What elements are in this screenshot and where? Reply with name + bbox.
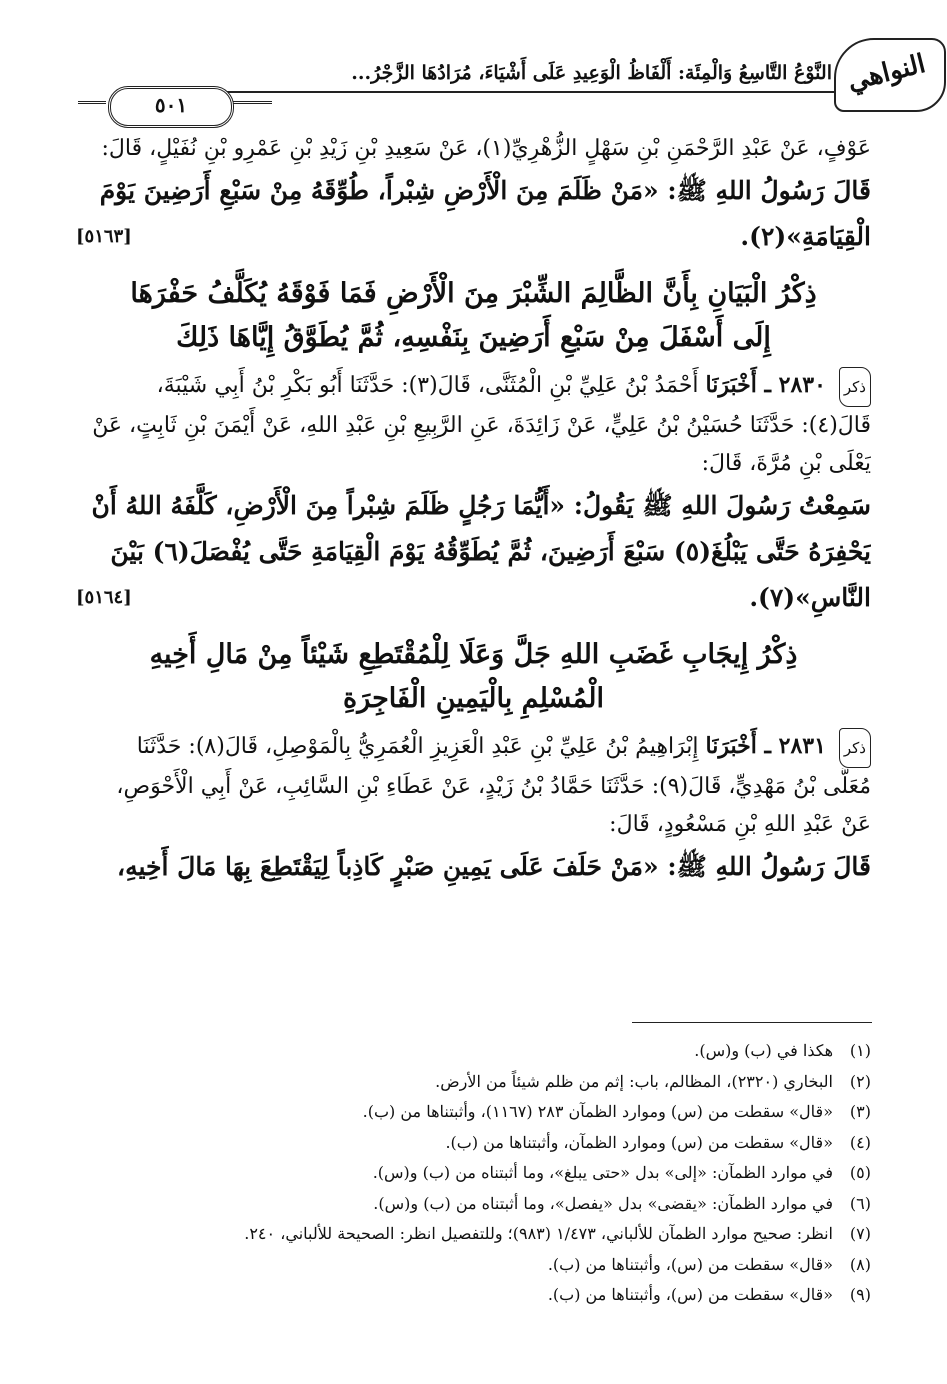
footnote-number: (٤) bbox=[849, 1132, 871, 1152]
footnote bbox=[76, 1280, 871, 1311]
footnote-number: (٩) bbox=[849, 1285, 871, 1304]
isnad-line: يَعْلَى بْنِ مُرَّةَ، قَالَ: bbox=[701, 451, 871, 476]
footnote bbox=[76, 1067, 871, 1098]
running-title: النَّوْعُ التَّاسِعُ وَالْمِئَة: أَلْفَاظُ الْوَعِيدِ عَلَى أَشْيَاءَ، مُرَادُهَا الزَّجْرُ... bbox=[351, 62, 832, 84]
hadith-reference: [٥١٦٣] bbox=[76, 226, 132, 247]
footnote-text: «قال» سقطت من (س)، وأثبتناها من (ب). bbox=[547, 1254, 833, 1274]
footnote-text: هكذا في (ب) و(س). bbox=[694, 1041, 833, 1060]
isnad-line: قَالَ(٤): حَدَّثَنَا حُسَيْنُ بْنُ عَلِيٍّ، عَنْ زَائِدَةَ، عَنِ الرَّبِيعِ بْنِ عَبْدِ اللهِ، عَنْ أَيْمَنَ بْنِ ثَابِتٍ، عَنْ bbox=[92, 413, 871, 438]
footnote-number: (٢) bbox=[849, 1071, 871, 1091]
footnote bbox=[76, 1097, 871, 1128]
text-line: عَوْفٍ، عَنْ عَبْدِ الرَّحْمَنِ بْنِ سَهْلٍ الزُّهْرِيِّ(١)، عَنْ سَعِيدِ بْنِ زَيْدِ بْنِ عَمْرِو بْنِ نُفَيْلٍ، قَالَ: bbox=[101, 136, 871, 161]
footnote bbox=[76, 1189, 871, 1220]
footnotes bbox=[76, 1036, 871, 1311]
footnote-text: في موارد الظمآن: «يقضى» بدل «يفصل»، وما أثبتناه من (ب) و(س). bbox=[373, 1193, 833, 1213]
heading-line: ذِكْرُ الْبَيَانِ بِأَنَّ الظَّالِمَ الشِّبْرَ مِنَ الْأَرْضِ فَمَا فَوْقَهُ يُكَلَّفُ حَفْرَهَا bbox=[130, 278, 817, 309]
footnote-number: (٥) bbox=[849, 1163, 871, 1182]
footnote-text: «قال» سقطت من (س) وموارد الظمآن، وأثبتناها من (ب). bbox=[445, 1132, 833, 1152]
isnad-line: مُعَلَّى بْنُ مَهْدِيٍّ، قَالَ(٩): حَدَّثَنَا حَمَّادُ بْنُ زَيْدٍ، عَنْ عَطَاءِ بْنِ السَّائِبِ، عَنْ أَبِي الْأَحْوَصِ، bbox=[116, 774, 871, 799]
hadith-line bbox=[76, 214, 871, 260]
footnote-text: البخاري (٢٣٢٠)، المظالم، باب: إثم من ظلم شيئاً من الأرض. bbox=[435, 1071, 833, 1091]
footnote-number: (٦) bbox=[849, 1193, 871, 1213]
hadith-text: النَّاسِ»(٧). bbox=[749, 583, 871, 612]
hadith-number: ٢٨٣١ ـ أَخْبَرَنَا bbox=[705, 733, 826, 759]
isnad-line bbox=[76, 366, 871, 407]
hadith-line: يَحْفِرَهُ حَتَّى يَبْلُغَ(٥) سَبْعَ أَرَضِينَ، ثُمَّ يُطَوِّقُهُ يَوْمَ الْقِيَامَةِ حَتَّى يُفْصَلَ(٦) بَيْنَ bbox=[110, 537, 871, 566]
footnote-number: (٣) bbox=[849, 1102, 871, 1121]
hadith-line: قَالَ رَسُولُ اللهِ ﷺ: «مَنْ ظَلَمَ مِنَ الْأَرْضِ شِبْراً، طُوِّقَهُ مِنْ سَبْعِ أَرَضِينَ يَوْمَ bbox=[99, 176, 871, 205]
footnote bbox=[76, 1036, 871, 1067]
hadith-reference: [٥١٦٤] bbox=[76, 587, 132, 608]
main-text bbox=[76, 130, 871, 890]
isnad-line bbox=[76, 727, 871, 768]
hadith-text: الْقِيَامَةِ»(٢). bbox=[740, 222, 871, 251]
header-ornament-right bbox=[232, 101, 272, 104]
page-number: ٥٠١ bbox=[108, 86, 234, 128]
hadith-badge-icon: ذكر bbox=[839, 367, 871, 407]
hadith-badge-icon: ذكر bbox=[839, 728, 871, 768]
isnad-text: أَحْمَدُ بْنُ عَلِيِّ بْنِ الْمُثَنَّى، قَالَ(٣): حَدَّثَنَا أَبُو بَكْرِ بْنُ أَبِي شَيْبَةَ، bbox=[156, 373, 699, 398]
hadith-number: ٢٨٣٠ ـ أَخْبَرَنَا bbox=[705, 372, 826, 398]
section-heading bbox=[76, 633, 871, 721]
footnote-text: «قال» سقطت من (س)، وأثبتناها من (ب). bbox=[547, 1285, 833, 1304]
chapter-badge-label: النواهي bbox=[844, 48, 929, 98]
heading-line: ذِكْرُ إِيجَابِ غَضَبِ اللهِ جَلَّ وَعَلَا لِلْمُقْتَطِعِ شَيْئاً مِنْ مَالِ أَخِيهِ bbox=[149, 639, 798, 670]
header-ornament-left bbox=[78, 101, 106, 104]
footnote-number: (٧) bbox=[849, 1224, 871, 1243]
footnote-text: «قال» سقطت من (س) وموارد الظمآن ٢٨٣ (١١٦٧)، وأثبتناها من (ب). bbox=[362, 1102, 833, 1121]
footnote-rule bbox=[632, 1022, 872, 1023]
footnote-number: (١) bbox=[849, 1041, 871, 1060]
footnote bbox=[76, 1158, 871, 1189]
page-header bbox=[70, 38, 946, 120]
heading-line: الْمُسْلِمِ بِالْيَمِينِ الْفَاجِرَةِ bbox=[343, 683, 604, 714]
footnote bbox=[76, 1250, 871, 1281]
footnote bbox=[76, 1128, 871, 1159]
isnad-line: عَنْ عَبْدِ اللهِ بْنِ مَسْعُودٍ، قَالَ: bbox=[609, 812, 871, 837]
footnote-text: انظر: صحيح موارد الظمآن للألباني، ١/٤٧٣ (٩٨٣)؛ وللتفصيل انظر: الصحيحة للألباني، ٢٤٠. bbox=[244, 1224, 833, 1243]
header-rule bbox=[180, 91, 836, 93]
section-heading bbox=[76, 272, 871, 360]
footnote bbox=[76, 1219, 871, 1250]
isnad-text: إِبْرَاهِيمُ بْنُ عَلِيِّ بْنِ عَبْدِ الْعَزِيزِ الْعُمَرِيُّ بِالْمَوْصِلِ، قَالَ(٨): حَدَّثَنَا bbox=[136, 734, 699, 759]
hadith-line bbox=[76, 575, 871, 621]
heading-line: إِلَى أَسْفَلَ مِنْ سَبْعِ أَرَضِينَ بِنَفْسِهِ، ثُمَّ يُطَوَّقُ إِيَّاهَا ذَلِكَ bbox=[176, 322, 771, 353]
footnote-number: (٨) bbox=[849, 1254, 871, 1274]
hadith-line: سَمِعْتُ رَسُولَ اللهِ ﷺ يَقُولُ: «أَيُّمَا رَجُلٍ ظَلَمَ شِبْراً مِنَ الْأَرْضِ، كَلَّفَهُ اللهُ أَنْ bbox=[91, 491, 871, 520]
footnote-text: في موارد الظمآن: «إلى» بدل «حتى يبلغ»، وما أثبتناه من (ب) و(س). bbox=[372, 1163, 833, 1182]
chapter-badge bbox=[834, 38, 946, 112]
hadith-line: قَالَ رَسُولُ اللهِ ﷺ: «مَنْ حَلَفَ عَلَى يَمِينِ صَبْرٍ كَاذِباً لِيَقْتَطِعَ بِهَا مَالَ أَخِيهِ، bbox=[117, 852, 871, 881]
